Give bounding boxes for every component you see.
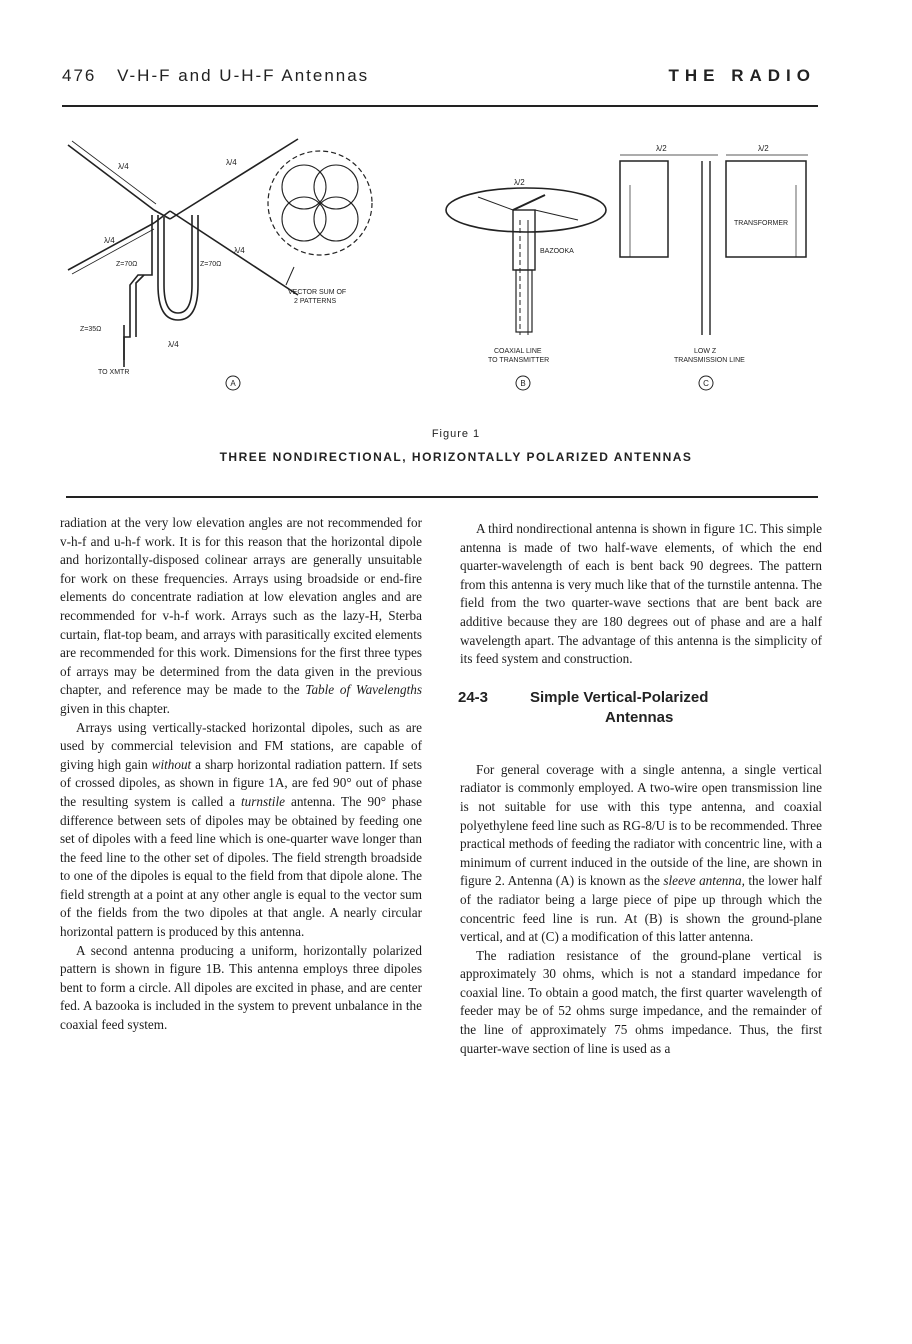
label-lambda-a3: λ/4 <box>104 236 115 245</box>
label-lowz-1: LOW Z <box>694 348 717 355</box>
figure-caption: THREE NONDIRECTIONAL, HORIZONTALLY POLARIZED ANTENNAS <box>219 450 693 464</box>
section-title-line-2: Antennas <box>605 708 674 726</box>
label-lambda-a4: λ/4 <box>234 246 245 255</box>
label-z70-left: Z=70Ω <box>116 261 138 268</box>
page-number: 476 <box>62 66 97 85</box>
marker-c: C <box>703 379 709 388</box>
right-column <box>460 520 822 1058</box>
table-reference: Table of Wavelengths <box>305 682 422 698</box>
label-coax-1: COAXIAL LINE <box>494 348 542 355</box>
label-vector-sum-1: VECTOR SUM OF <box>288 289 347 296</box>
right-element <box>726 161 806 257</box>
label-lambda-b1: λ/2 <box>514 178 525 187</box>
dipole-arm-a2 <box>170 139 298 219</box>
right-paragraph-2: For general coverage with a single antenna, a single vertical radiator is commonly employed. A two-wire open transmission line is not suitable for use with this type antenna, and coaxial polyethylene feed line such as RG-8/U is to be recommended. Three practical methods of feeding the radiator with concentric line, with a minimum of current induced in the outside of the line, are shown in figure 2. Antenna (A) is known as the sleeve antenna, the lower half of the radiator being a large piece of pipe up through which the concentric feed line is run. At (B) is shown the ground-plane vertical, and at (C) a modification of this latter antenna. <box>460 761 823 945</box>
antenna-figure <box>58 125 828 415</box>
right-paragraph-3: The radiation resistance of the ground-plane vertical is approximately 30 ohms, which is not a standard impedance for coaxial line. To obtain a good match, the first quarter wavelength of feeder may be of 52 ohms surge impedance, and the remainder of the line of approximately 75 ohms impedance. Thus, the first quarter-wave section of line is used as a <box>460 947 822 1056</box>
label-transformer: TRANSFORMER <box>734 220 789 227</box>
running-head-left <box>62 66 369 86</box>
section-title-line-1: Simple Vertical-Polarized <box>530 688 709 706</box>
label-bazooka: BAZOOKA <box>540 248 574 255</box>
figure-title: Figure 1 <box>431 428 481 440</box>
label-lambda-c1: λ/2 <box>656 144 667 153</box>
label-lambda-a1: λ/4 <box>118 162 129 171</box>
left-element <box>620 161 668 257</box>
bazooka-sleeve <box>513 210 535 270</box>
left-column <box>60 514 422 1035</box>
dipole-arm-a3 <box>68 223 154 270</box>
label-lambda-a2: λ/4 <box>226 158 237 167</box>
left-paragraph-2: Arrays using vertically-stacked horizontal dipoles, such as are used by commercial television and FM stations, are capable of giving high gain without a sharp horizontal radiation pattern. If sets of crossed dipoles, as shown in figure 1A, are fed 90° out of phase the resulting system is called a turnstile antenna. The 90° phase difference between sets of dipoles may be obtained by feeding one set of dipoles with a feed line which is one-quarter wave longer than the feed line to the other set of dipoles. The field strength broadside to one of the dipoles is equal to the field from that dipole alone. The field strength at a point at any other angle is equal to the vector sum of the fields from the two dipoles at that angle. A nearly circular horizontal pattern is produced by this antenna. <box>60 719 423 940</box>
book-title: THE RADIO <box>668 66 816 85</box>
left-paragraph-3: A second antenna producing a uniform, horizontally polarized pattern is shown in figure 1B. This antenna employs three dipoles bent to form a circle. All dipoles are excited in phase, and are center fed. A bazooka is included in the system to prevent unbalance in the coaxial feed system. <box>60 942 422 1033</box>
label-coax-2: TO TRANSMITTER <box>488 357 550 364</box>
label-lambda-c2: λ/2 <box>758 144 769 153</box>
figure-rule <box>66 496 818 498</box>
section-heading <box>460 689 822 731</box>
dipole-arm-a1 <box>68 145 154 210</box>
header-rule <box>62 105 818 107</box>
label-z70-right: Z=70Ω <box>200 261 222 268</box>
marker-a: A <box>230 379 236 388</box>
right-paragraph-1: A third nondirectional antenna is shown in figure 1C. This simple antenna is made of two half-wave elements, of which the end quarter-wavelength of each is bent back 90 degrees. The pattern from this antenna is very much like that of the turnstile antenna. The field from the two quarter-wave sections that are bent back are additive because they are 180 degrees out of phase and are a half wavelength apart. The advantage of this antenna is the simplicity of its feed system and construction. <box>460 521 822 667</box>
marker-b: B <box>520 379 526 388</box>
label-vector-sum-2: 2 PATTERNS <box>294 298 337 305</box>
left-paragraph-1: radiation at the very low elevation angles are not recommended for v-h-f and u-h-f work. It is for this reason that the horizontal dipole and horizontally-disposed colinear arrays are generally unsuitable for work on these frequencies. Arrays using broadside or end-fire elements do concentrate radiation at low elevation angles and are recommended for v-h-f work. Arrays such as the lazy-H, Sterba curtain, flat-top beam, and arrays with parasitically excited elements are recommended for this work. Dimensions for the first three types of arrays may be determined from the data given in the previous chapter, and reference may be made to the Table of Wavelengths given in this chapter. <box>60 515 422 716</box>
label-lowz-2: TRANSMISSION LINE <box>674 357 745 364</box>
page-header <box>62 66 816 96</box>
chapter-title: V-H-F and U-H-F Antennas <box>117 66 370 85</box>
label-to-xmtr: TO XMTR <box>98 369 130 376</box>
section-number: 24-3 <box>458 688 489 706</box>
label-lambda-a5: λ/4 <box>168 340 179 349</box>
label-z35: Z=35Ω <box>80 326 102 333</box>
